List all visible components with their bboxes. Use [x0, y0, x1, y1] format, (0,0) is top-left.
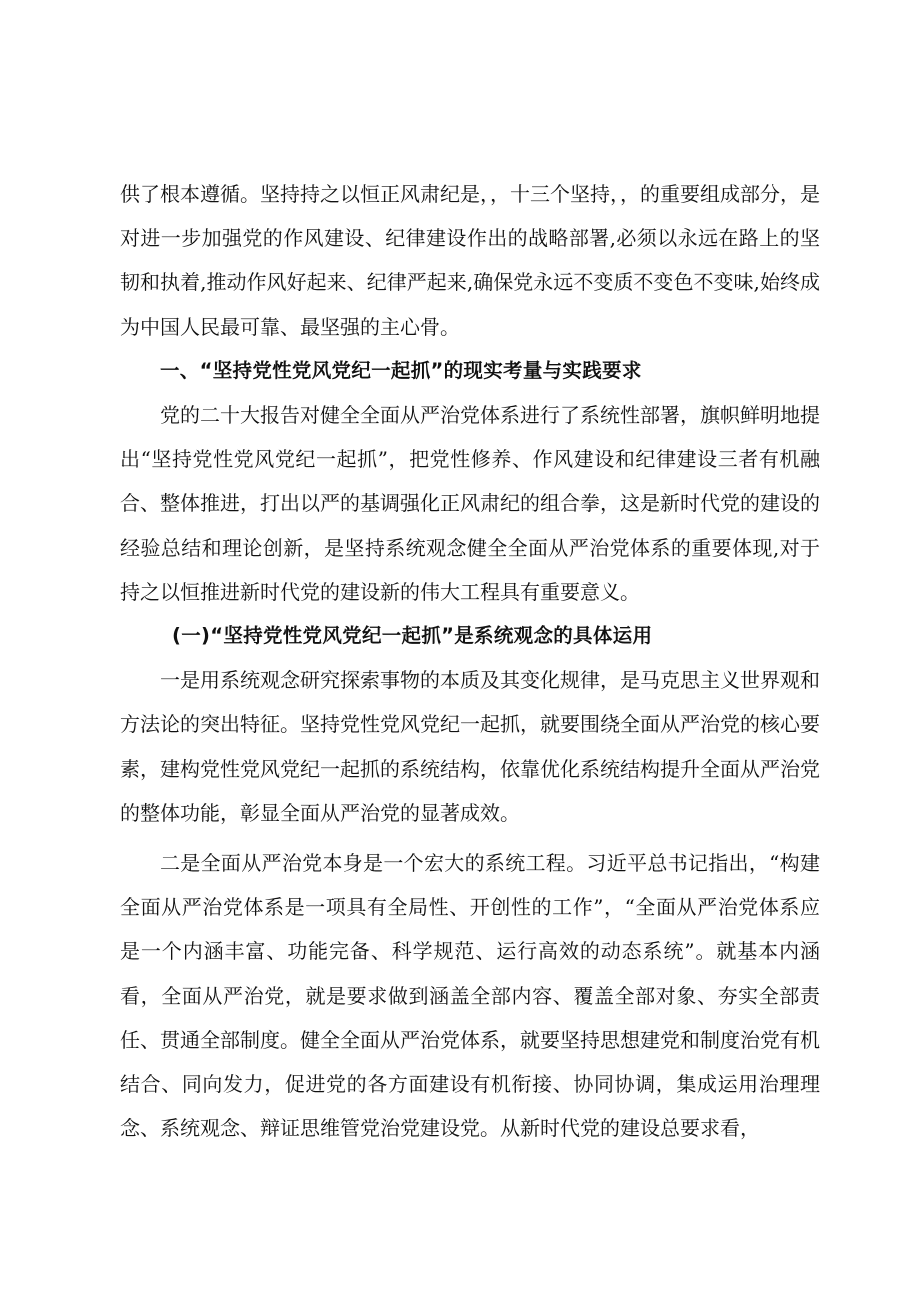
- subsection-heading: (一)“坚持党性党风党纪一起抓”是系统观念的具体运用: [172, 624, 653, 648]
- paragraph: 二是全面从严治党本身是一个宏大的系统工程。习近平总书记指出，“构建全面从严治党体系是一项具有全局性、开创性的工作”，“全面从严治党体系应是一个内涵丰富、功能完备、科学规范、运行高效的动态系统”。就基本内涵看，全面从严治党，就是要求做到涵盖全部内容、覆盖全部对象、夯实全部责任、贯通全部制度。健全全面从严治党体系，就要坚持思想建党和制度治党有机结合、同向发力，促进党的各方面建设有机衔接、协同协调，集成运用治理理念、系统观念、辩证思维管党治党建设党。从新时代党的建设总要求看，: [120, 851, 820, 1141]
- document-body: [120, 172, 820, 1150]
- section-heading: 一、“坚持党性党风党纪一起抓”的现实考量与实践要求: [160, 358, 642, 382]
- paragraph: 党的二十大报告对健全全面从严治党体系进行了系统性部署，旗帜鲜明地提出“坚持党性党风党纪一起抓”，把党性修养、作风建设和纪律建设三者有机融合、整体推进，打出以严的基调强化正风肃纪的组合拳，这是新时代党的建设的经验总结和理论创新，是坚持系统观念健全全面从严治党体系的重要体现,对于持之以恒推进新时代党的建设新的伟大工程具有重要意义。: [120, 403, 820, 604]
- paragraph: 一是用系统观念研究探索事物的本质及其变化规律，是马克思主义世界观和方法论的突出特征。坚持党性党风党纪一起抓，就要围绕全面从严治党的核心要素，建构党性党风党纪一起抓的系统结构，依靠优化系统结构提升全面从严治党的整体功能，彰显全面从严治党的显著成效。: [120, 668, 820, 825]
- paragraph-continued: 供了根本遵循。坚持持之以恒正风肃纪是，，十三个坚持，，的重要组成部分，是对进一步加强党的作风建设、纪律建设作出的战略部署,必须以永远在路上的坚韧和执着,推动作风好起来、纪律严起来,确保党永远不变质不变色不变味,始终成为中国人民最可靠、最坚强的主心骨。: [120, 182, 820, 339]
